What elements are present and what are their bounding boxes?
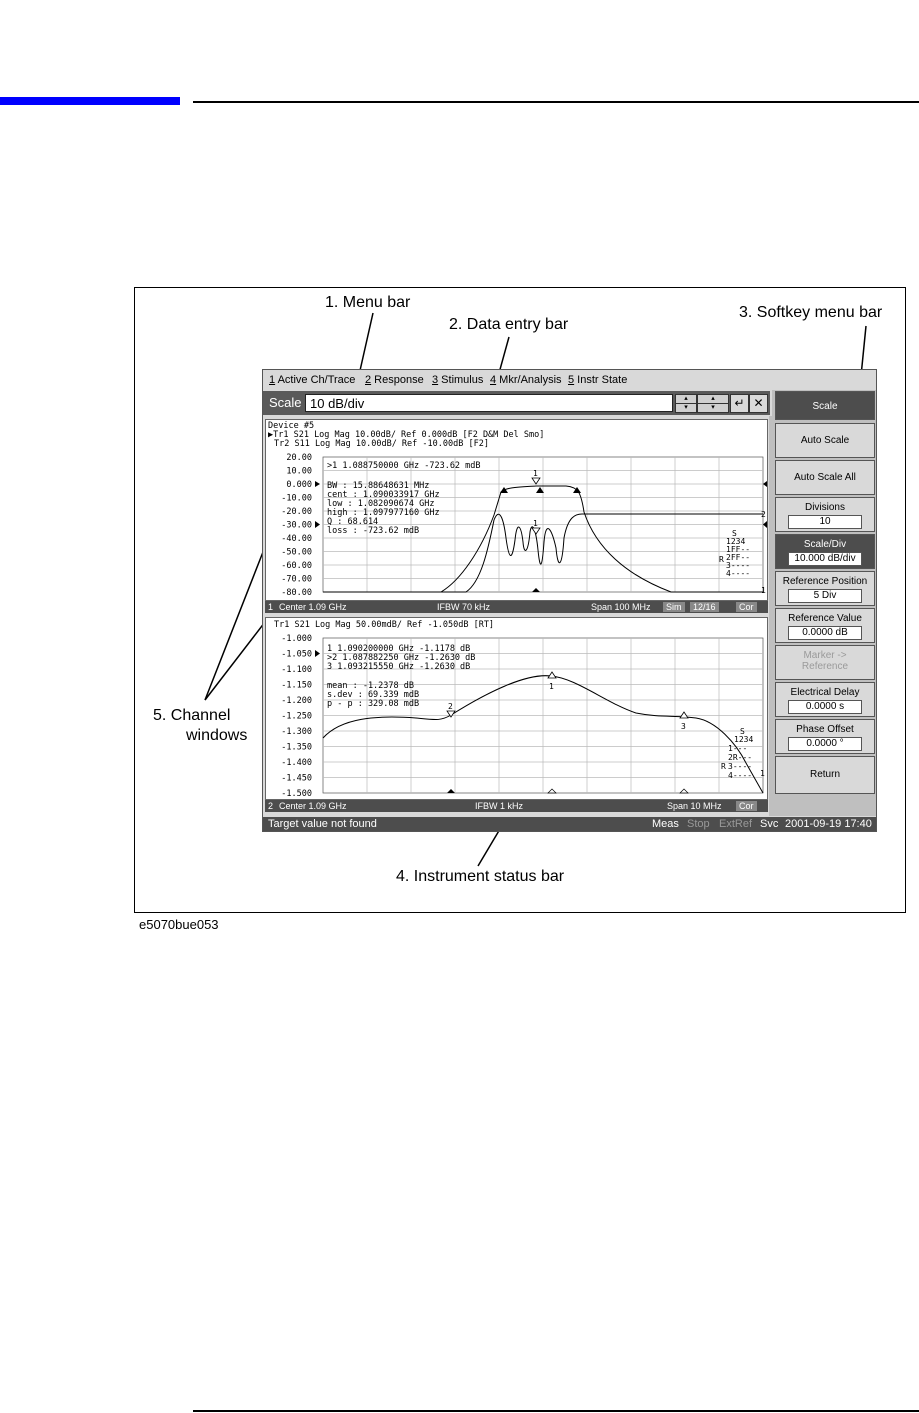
ch1-trace-end: 2 (761, 510, 766, 519)
menu-label: Active Ch/Trace (275, 374, 356, 386)
channel-2-window[interactable] (265, 617, 768, 800)
menu-instr-state[interactable] (568, 374, 627, 386)
menu-label: Instr State (574, 374, 628, 386)
ch2-marker-line: 3 1.093215550 GHz -1.2630 dB (327, 662, 471, 672)
ch2-ytick: -1.050 (281, 649, 312, 660)
stimulus-marker-icon (548, 789, 556, 793)
status-meas: Meas (652, 818, 679, 830)
reference-position-value: 5 Div (788, 589, 862, 603)
stimulus-marker-icon (532, 588, 540, 592)
ch1-ytick: -70.00 (281, 574, 312, 585)
status-stop: Stop (687, 818, 710, 830)
callout-channel-windows-1: 5. Channel (153, 707, 231, 724)
ch1-ytick: -30.00 (281, 520, 312, 531)
callout-instrument-status-bar: 4. Instrument status bar (396, 868, 565, 885)
ch1-legend-row: 4---- (726, 569, 751, 578)
channel-2-status-bar (265, 800, 768, 812)
ch2-ytick: -1.250 (281, 711, 312, 722)
ch1-ytick: 10.00 (286, 466, 312, 477)
ch1-legend-row: 1234 (726, 537, 746, 546)
phase-offset-button[interactable] (775, 719, 875, 754)
ch2-y-ticks (281, 634, 312, 799)
menu-mkr-analysis[interactable] (490, 374, 562, 386)
channel-2-plot (266, 618, 767, 799)
softkey-menu-bar (772, 390, 877, 816)
callout-data-entry-bar: 2. Data entry bar (449, 316, 569, 333)
ch1-ref-pointer-icon (315, 481, 320, 487)
entry-label: Scale (269, 395, 302, 410)
ch2-stat-line: p - p : 329.08 mdB (327, 699, 420, 709)
menu-key: 2 (365, 374, 372, 386)
reference-value-label: Reference Value (788, 613, 862, 624)
ch2-ytick: -1.500 (281, 789, 312, 799)
menu-label: Response (371, 374, 424, 386)
active-trace-icon: ▶ (268, 430, 274, 440)
marker-3-icon (680, 712, 688, 718)
ch1-marker-readout: >1 1.088750000 GHz -723.62 mdB (327, 461, 481, 471)
entry-field[interactable]: 10 dB/div (305, 394, 673, 412)
ch2-status-number: 2 (268, 801, 274, 811)
softkey-title (775, 391, 875, 420)
spin-up-large-icon[interactable]: ▴ (697, 394, 729, 404)
ch2-status-center: Center 1.09 GHz (279, 801, 347, 811)
ch2-status-span: Span 10 MHz (667, 801, 722, 811)
ch2-ytick: -1.400 (281, 758, 312, 768)
status-datetime: 2001-09-19 17:40 (785, 818, 872, 830)
ch1-ytick: -80.00 (281, 588, 312, 598)
ch1-stat-line: BW : 15.88648631 MHz (327, 481, 430, 491)
menu-label: Stimulus (438, 374, 484, 386)
ch2-trace-end: 1 (760, 769, 765, 778)
reference-position-button[interactable] (775, 571, 875, 606)
ch1-ref-pointer-right-icon (763, 481, 767, 487)
ch1-ytick: -40.00 (281, 534, 312, 544)
ch2-marker-label: 1 (549, 682, 554, 691)
menu-key: 3 (432, 374, 439, 386)
ch1-status-count: 12/16 (690, 602, 719, 612)
spin-down-small-icon[interactable]: ▾ (675, 403, 697, 413)
ch1-ytick: -20.00 (281, 507, 312, 517)
phase-offset-label: Phase Offset (796, 724, 854, 735)
ch2-legend-row: 2R--- (728, 753, 753, 762)
ch1-ytick: -60.00 (281, 561, 312, 571)
ch2-marker-line: 1 1.090200000 GHz -1.1178 dB (327, 644, 471, 654)
data-entry-bar (263, 391, 770, 415)
ch2-legend-row: 1--- (728, 744, 748, 753)
figure-id: e5070bue053 (139, 917, 219, 932)
electrical-delay-label: Electrical Delay (790, 687, 860, 698)
ch1-trace1-text: Tr1 S21 Log Mag 10.00dB/ Ref 0.000dB [F2 D&M Del Smo] (273, 430, 545, 440)
marker-reference-label-2: Reference (801, 661, 849, 672)
stimulus-marker-icon (447, 789, 455, 793)
ch2-stat-line: s.dev : 69.339 mdB (327, 690, 420, 700)
menu-stimulus[interactable] (432, 374, 483, 386)
ch2-marker-line: >2 1.087882250 GHz -1.2630 dB (327, 653, 476, 663)
ch1-trace-end: 1 (761, 586, 766, 595)
ch1-stat-line: low : 1.082090674 GHz (327, 499, 435, 509)
ch1-legend-row: 2FF-- (726, 553, 751, 562)
ch2-status-cor: Cor (736, 801, 757, 811)
ch2-legend-row: 4---- (728, 771, 753, 780)
ch2-ytick: -1.450 (281, 773, 312, 784)
ch2-trace-legend (721, 727, 765, 780)
ch1-ref-pointer-icon (315, 521, 320, 528)
ch1-ytick: -10.00 (281, 493, 312, 504)
marker-reference-button[interactable] (775, 645, 875, 680)
ch2-marker-label: 2 (448, 702, 453, 711)
close-icon[interactable]: ✕ (749, 394, 768, 413)
status-svc: Svc (760, 818, 779, 830)
ch2-ytick: -1.300 (281, 727, 312, 737)
return-button[interactable] (775, 756, 875, 794)
ch1-stat-line: high : 1.097977160 GHz (327, 508, 440, 518)
phase-offset-value: 0.0000 ° (788, 737, 862, 751)
spin-down-large-icon[interactable]: ▾ (697, 403, 729, 413)
ch1-status-sim: Sim (663, 602, 685, 612)
electrical-delay-button[interactable] (775, 682, 875, 717)
ch1-stat-line: cent : 1.090033917 GHz (327, 490, 440, 500)
auto-scale-all-button[interactable] (775, 460, 875, 495)
spin-up-small-icon[interactable]: ▴ (675, 394, 697, 404)
scale-div-label: Scale/Div (803, 539, 847, 550)
menu-active-ch-trace[interactable] (269, 374, 355, 386)
ch1-status-cor: Cor (736, 602, 757, 612)
ch1-legend-row: 1FF-- (726, 545, 751, 554)
ch2-marker-readouts (327, 644, 475, 709)
scale-div-button[interactable] (775, 534, 875, 569)
ch2-trace1-header: Tr1 S21 Log Mag 50.00mdB/ Ref -1.050dB [RT] (274, 620, 495, 630)
ch1-device-title: Device #5 (268, 421, 315, 431)
marker-reference-label-1: Marker -> (803, 650, 847, 661)
channel-1-plot (266, 420, 767, 600)
electrical-delay-value: 0.0000 s (788, 700, 862, 714)
stimulus-marker-icon (680, 789, 688, 793)
return-label: Return (809, 769, 840, 780)
menu-key: 5 (568, 374, 575, 386)
ch2-status-ifbw: IFBW 1 kHz (475, 801, 524, 811)
ch1-legend-s: S (732, 529, 737, 538)
ch2-legend-row: 3---- (728, 762, 753, 771)
ch1-status-ifbw: IFBW 70 kHz (437, 602, 491, 612)
status-message: Target value not found (268, 818, 377, 830)
ch2-ytick: -1.150 (281, 680, 312, 691)
ch2-ytick: -1.100 (281, 665, 312, 675)
bw-marker-icon (500, 487, 508, 493)
reference-value-value: 0.0000 dB (788, 626, 862, 640)
ch1-marker-label: 1 (533, 469, 538, 478)
ch1-status-number: 1 (268, 602, 274, 612)
ch1-y-ticks (281, 453, 312, 598)
ch1-filter-stats (327, 481, 440, 536)
ch2-stat-line: mean : -1.2378 dB (327, 681, 414, 691)
callout-softkey-menu-bar: 3. Softkey menu bar (739, 304, 883, 321)
instrument-status-bar (263, 817, 877, 832)
auto-scale-button[interactable] (775, 423, 875, 458)
marker-1-icon (532, 528, 540, 534)
channel-1-status-bar (265, 601, 768, 613)
ch1-legend-r: R (719, 555, 724, 564)
ch1-status-span: Span 100 MHz (591, 602, 651, 612)
menu-label: Mkr/Analysis (496, 374, 562, 386)
marker-1-icon (548, 672, 556, 678)
ch1-marker-label: 1 (533, 519, 538, 528)
ch1-ref-pointer-right-icon (763, 521, 767, 528)
menu-key: 4 (490, 374, 497, 386)
ch2-ytick: -1.200 (281, 696, 312, 706)
enter-icon[interactable]: ↵ (730, 394, 749, 413)
ch1-stat-line: loss : -723.62 mdB (327, 526, 420, 536)
reference-value-button[interactable] (775, 608, 875, 643)
callout-channel-windows-2: windows (186, 727, 248, 744)
ch1-ytick: -50.00 (281, 547, 312, 558)
ch2-ytick: -1.000 (281, 634, 312, 644)
ch2-legend-r: R (721, 762, 726, 771)
ch2-ytick: -1.350 (281, 742, 312, 753)
ch1-ytick: 0.000 (286, 480, 312, 490)
ch1-ytick: 20.00 (286, 453, 312, 463)
auto-scale-all-label: Auto Scale All (794, 472, 856, 483)
divisions-button[interactable] (775, 497, 875, 532)
ch2-marker-label: 3 (681, 722, 686, 731)
ch1-legend-row: 3---- (726, 561, 751, 570)
analyzer-screen (262, 369, 877, 832)
menu-key: 1 (269, 374, 276, 386)
ch2-legend-row: 1234 (734, 735, 754, 744)
divisions-value: 10 (788, 515, 862, 529)
softkey-title-label: Scale (812, 401, 838, 412)
scale-div-value: 10.000 dB/div (788, 552, 862, 566)
menu-response[interactable] (365, 374, 424, 386)
marker-1-icon (532, 478, 540, 484)
ch2-legend-s: S (740, 727, 745, 736)
divisions-label: Divisions (804, 502, 845, 513)
menu-bar (263, 370, 770, 390)
ch1-status-center: Center 1.09 GHz (279, 602, 347, 612)
ch1-trace-legend (719, 510, 766, 595)
callout-menu-bar: 1. Menu bar (325, 294, 411, 311)
auto-scale-label: Auto Scale (800, 435, 850, 446)
status-extref: ExtRef (719, 818, 753, 830)
ch1-trace2-header: Tr2 S11 Log Mag 10.00dB/ Ref -10.00dB [F2] (274, 439, 489, 449)
ch1-grid (323, 457, 763, 592)
ch1-stat-line: Q : 68.614 (327, 517, 379, 527)
ch2-ref-pointer-icon (315, 650, 320, 657)
channel-1-window[interactable] (265, 419, 768, 601)
reference-position-label: Reference Position (782, 576, 868, 587)
